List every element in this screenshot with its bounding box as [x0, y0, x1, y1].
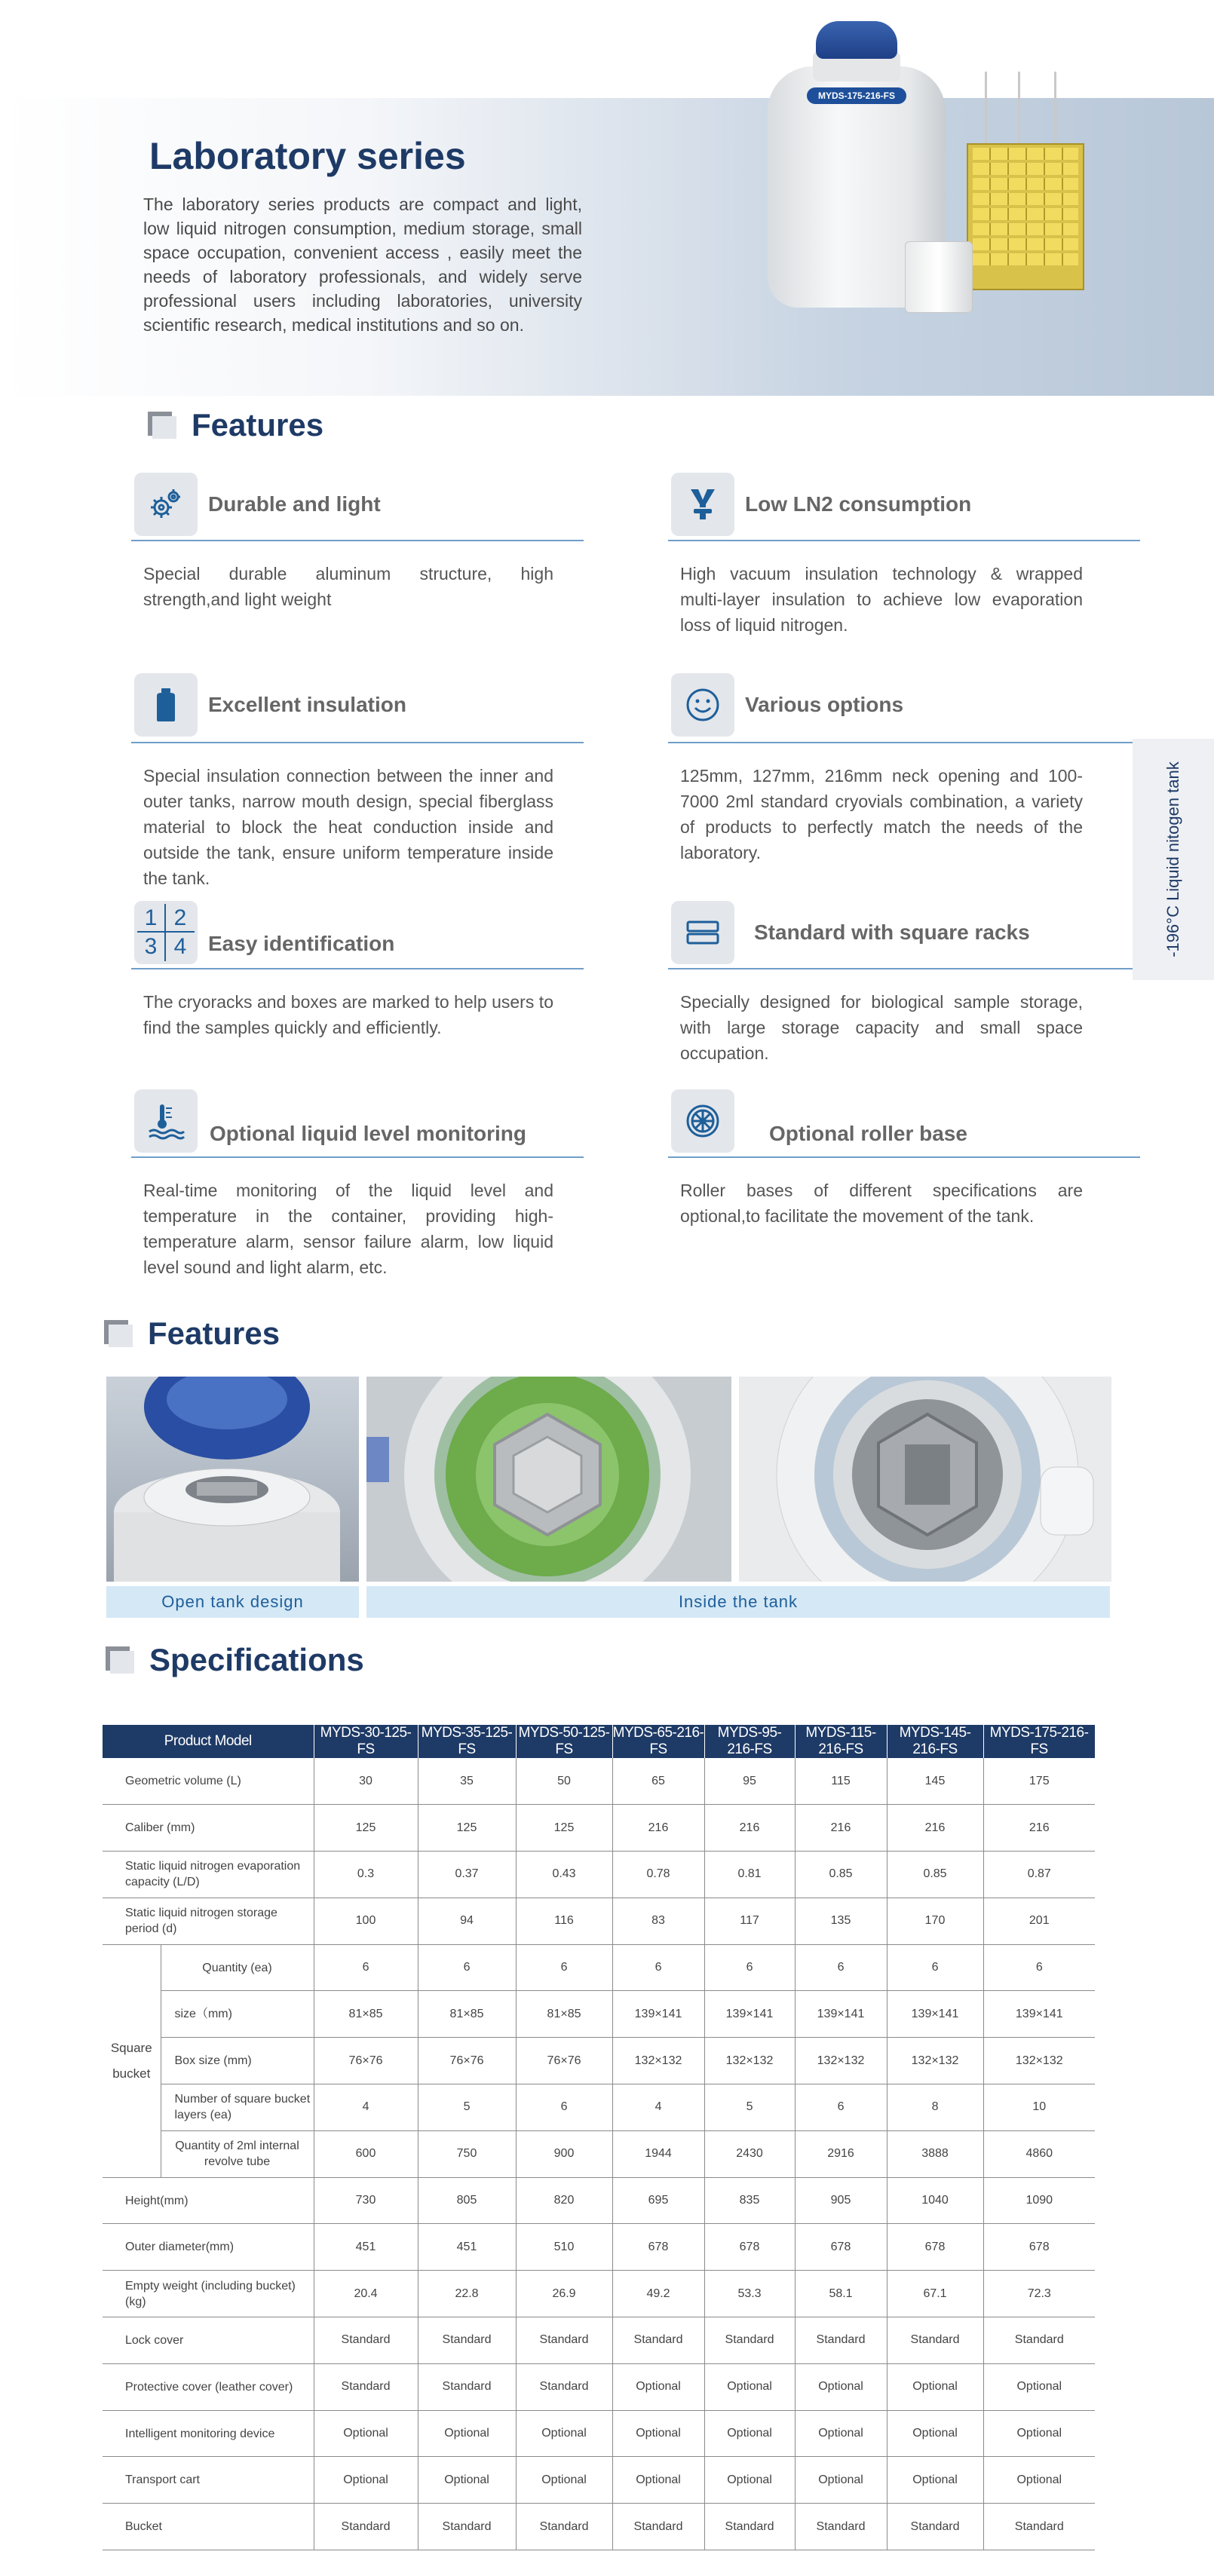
- table-cell: 0.87: [983, 1852, 1095, 1898]
- table-cell: 216: [983, 1805, 1095, 1852]
- table-cell: 132×132: [795, 2038, 887, 2084]
- side-tab[interactable]: [1133, 739, 1214, 980]
- table-cell: 216: [795, 1805, 887, 1852]
- table-cell: 83: [612, 1898, 704, 1944]
- table-cell: 115: [795, 1758, 887, 1805]
- table-cell: 678: [983, 2224, 1095, 2271]
- table-cell: 10: [983, 2084, 1095, 2131]
- inner-bucket-image: [905, 241, 973, 313]
- table-cell: Optional: [983, 2410, 1095, 2457]
- row-label: Static liquid nitrogen evaporation capacity (L/D): [103, 1852, 314, 1898]
- feature-level-monitoring: [131, 1086, 584, 1280]
- table-cell: 117: [704, 1898, 795, 1944]
- model-header: MYDS-35-125-FS: [418, 1725, 516, 1758]
- table-cell: 3888: [887, 2130, 983, 2177]
- feature-title: Standard with square racks: [754, 920, 1030, 944]
- table-cell: Optional: [983, 2457, 1095, 2504]
- table-cell: 49.2: [612, 2271, 704, 2317]
- feature-low-ln2: [668, 469, 1140, 638]
- table-cell: 53.3: [704, 2271, 795, 2317]
- table-cell: 695: [612, 2177, 704, 2224]
- feature-text: High vacuum insulation technology & wrapped multi-layer insulation to achieve low evaporation loss of liquid nitrogen.: [680, 564, 1083, 635]
- table-cell: 4: [612, 2084, 704, 2131]
- table-cell: 30: [314, 1758, 418, 1805]
- table-cell: 2916: [795, 2130, 887, 2177]
- row-label: Geometric volume (L): [103, 1758, 314, 1805]
- table-cell: 139×141: [887, 1991, 983, 2038]
- specs-header: [106, 1642, 364, 1678]
- feature-text: Roller bases of different specifications are optional,to facilitate the movement of the tank.: [680, 1181, 1083, 1226]
- table-cell: 451: [418, 2224, 516, 2271]
- table-cell: 0.81: [704, 1852, 795, 1898]
- table-cell: 820: [516, 2177, 612, 2224]
- feature-text: Special durable aluminum structure, high strength,and light weight: [143, 564, 553, 609]
- table-cell: Optional: [887, 2410, 983, 2457]
- table-cell: Standard: [418, 2504, 516, 2550]
- table-cell: 139×141: [795, 1991, 887, 2038]
- table-cell: Standard: [612, 2317, 704, 2364]
- feature-title: Excellent insulation: [208, 693, 406, 716]
- photos-header: [104, 1316, 280, 1352]
- row-label: Intelligent monitoring device: [103, 2410, 314, 2457]
- caption-inside-tank: Inside the tank: [366, 1586, 1110, 1618]
- table-cell: 6: [795, 1944, 887, 1991]
- feature-title: Optional liquid level monitoring: [210, 1122, 526, 1145]
- table-cell: Standard: [704, 2317, 795, 2364]
- table-cell: Standard: [795, 2317, 887, 2364]
- table-cell: 125: [418, 1805, 516, 1852]
- table-cell: Standard: [887, 2317, 983, 2364]
- feature-text: Special insulation connection between the inner and outer tanks, narrow mouth design, special fiberglass material to block the heat conduction inside and outside the tank, ensure uniform temperature inside the tank.: [143, 766, 553, 888]
- thermometer-icon: [134, 1089, 198, 1153]
- inside-tank-photo-1: [366, 1377, 731, 1582]
- specs-title: Specifications: [149, 1642, 364, 1677]
- row-label: Empty weight (including bucket) (kg): [103, 2271, 314, 2317]
- table-cell: Standard: [704, 2504, 795, 2550]
- table-cell: Standard: [314, 2363, 418, 2410]
- table-header-row: [103, 1725, 1095, 1758]
- table-cell: 58.1: [795, 2271, 887, 2317]
- row-label: Number of square bucket layers (ea): [161, 2084, 314, 2131]
- table-cell: Optional: [795, 2410, 887, 2457]
- gears-icon: [134, 473, 198, 536]
- row-label: Static liquid nitrogen storage period (d): [103, 1898, 314, 1944]
- table-row: [103, 2177, 1095, 2224]
- table-cell: 20.4: [314, 2271, 418, 2317]
- table-cell: Optional: [704, 2363, 795, 2410]
- table-cell: 730: [314, 2177, 418, 2224]
- table-row: [103, 1944, 1095, 1991]
- feature-title: Various options: [745, 693, 904, 716]
- grid-number: 1: [137, 904, 166, 933]
- table-cell: Optional: [612, 2410, 704, 2457]
- table-cell: 6: [795, 2084, 887, 2131]
- feature-identification: [131, 897, 584, 1040]
- row-label: Quantity (ea): [161, 1944, 314, 1991]
- feature-text: 125mm, 127mm, 216mm neck opening and 100-7000 2ml standard cryovials combination, a variety of products to perfectly match the needs of the laboratory.: [680, 766, 1083, 862]
- table-row: [103, 2084, 1095, 2131]
- model-header: MYDS-115-216-FS: [795, 1725, 887, 1758]
- table-cell: Optional: [887, 2363, 983, 2410]
- table-row: [103, 1991, 1095, 2038]
- table-cell: 4860: [983, 2130, 1095, 2177]
- feature-title: Optional roller base: [769, 1122, 967, 1145]
- table-cell: 900: [516, 2130, 612, 2177]
- table-cell: 76×76: [516, 2038, 612, 2084]
- table-cell: 0.78: [612, 1852, 704, 1898]
- section-square-icon: [104, 1320, 133, 1347]
- table-row: [103, 2224, 1095, 2271]
- table-cell: 6: [612, 1944, 704, 1991]
- specifications-table: [103, 1725, 1096, 2550]
- table-cell: 6: [418, 1944, 516, 1991]
- table-cell: 451: [314, 2224, 418, 2271]
- row-label: Bucket: [103, 2504, 314, 2550]
- table-cell: 678: [795, 2224, 887, 2271]
- bottle-icon: [134, 673, 198, 737]
- row-label: Lock cover: [103, 2317, 314, 2364]
- table-cell: 0.85: [795, 1852, 887, 1898]
- feature-text: Real-time monitoring of the liquid level and temperature in the container, providing high-temperature alarm, sensor failure alarm, low liquid level sound and light alarm, etc.: [143, 1181, 553, 1277]
- grid-number: 3: [137, 933, 166, 961]
- table-cell: Optional: [704, 2457, 795, 2504]
- tank-model-label: MYDS-175-216-FS: [807, 87, 906, 104]
- feature-title: Easy identification: [208, 932, 395, 955]
- grid-number: 4: [173, 934, 187, 959]
- features-title: Features: [192, 407, 324, 443]
- table-cell: Optional: [887, 2457, 983, 2504]
- table-cell: 132×132: [887, 2038, 983, 2084]
- table-cell: 805: [418, 2177, 516, 2224]
- wheel-icon: [671, 1089, 734, 1153]
- table-cell: 1040: [887, 2177, 983, 2224]
- table-cell: 76×76: [314, 2038, 418, 2084]
- table-cell: 4: [314, 2084, 418, 2131]
- table-cell: 216: [612, 1805, 704, 1852]
- table-row: [103, 2038, 1095, 2084]
- table-cell: 139×141: [612, 1991, 704, 2038]
- inside-tank-photo-2: [739, 1377, 1111, 1582]
- row-label: Transport cart: [103, 2457, 314, 2504]
- table-row: [103, 2504, 1095, 2550]
- table-cell: 76×76: [418, 2038, 516, 2084]
- table-cell: 600: [314, 2130, 418, 2177]
- table-cell: 125: [314, 1805, 418, 1852]
- table-cell: 678: [887, 2224, 983, 2271]
- table-cell: 6: [887, 1944, 983, 1991]
- table-cell: 1090: [983, 2177, 1095, 2224]
- table-cell: Standard: [516, 2504, 612, 2550]
- table-cell: 6: [704, 1944, 795, 1991]
- smiley-icon: [671, 673, 734, 737]
- feature-text: The cryoracks and boxes are marked to help users to find the samples quickly and efficiently.: [143, 992, 553, 1037]
- hero-description: The laboratory series products are compact and light, low liquid nitrogen consumption, medium storage, small space occupation, convenient access , easily meet the needs of laboratory professionals, and widely serve professional users including laboratories, university scientific research, medical institutions and so on.: [143, 195, 582, 335]
- table-cell: 201: [983, 1898, 1095, 1944]
- table-cell: 81×85: [516, 1991, 612, 2038]
- table-row: [103, 1758, 1095, 1805]
- table-cell: 132×132: [612, 2038, 704, 2084]
- table-cell: 125: [516, 1805, 612, 1852]
- table-cell: 6: [983, 1944, 1095, 1991]
- table-cell: 2430: [704, 2130, 795, 2177]
- header-product-model: Product Model: [103, 1725, 314, 1758]
- table-cell: Optional: [314, 2457, 418, 2504]
- table-row: [103, 2317, 1095, 2364]
- photos-title: Features: [148, 1316, 281, 1351]
- table-cell: Standard: [983, 2504, 1095, 2550]
- model-header: MYDS-65-216-FS: [612, 1725, 704, 1757]
- row-label: Protective cover (leather cover): [103, 2363, 314, 2410]
- table-cell: 72.3: [983, 2271, 1095, 2317]
- table-cell: Optional: [612, 2363, 704, 2410]
- feature-title: Durable and light: [208, 492, 381, 516]
- table-cell: 139×141: [704, 1991, 795, 2038]
- feature-various-options: [668, 668, 1140, 865]
- table-cell: Standard: [314, 2317, 418, 2364]
- feature-title: Low LN2 consumption: [745, 492, 972, 516]
- table-cell: 6: [314, 1944, 418, 1991]
- feature-roller-base: [668, 1086, 1140, 1229]
- table-cell: 135: [795, 1898, 887, 1944]
- table-cell: 216: [704, 1805, 795, 1852]
- table-cell: Optional: [612, 2457, 704, 2504]
- table-cell: 35: [418, 1758, 516, 1805]
- table-cell: 100: [314, 1898, 418, 1944]
- table-cell: 5: [704, 2084, 795, 2131]
- table-cell: 678: [704, 2224, 795, 2271]
- feature-text: Specially designed for biological sample storage, with large storage capacity and small space occupation.: [680, 992, 1083, 1063]
- table-cell: 6: [516, 2084, 612, 2131]
- table-cell: 835: [704, 2177, 795, 2224]
- table-cell: Standard: [612, 2504, 704, 2550]
- table-cell: 145: [887, 1758, 983, 1805]
- table-cell: Standard: [516, 2363, 612, 2410]
- table-cell: 1944: [612, 2130, 704, 2177]
- table-cell: 132×132: [704, 2038, 795, 2084]
- cryo-rack-image: [967, 143, 1084, 290]
- table-cell: 6: [516, 1944, 612, 1991]
- caption-open-tank: Open tank design: [106, 1586, 359, 1618]
- row-label: size（mm): [161, 1991, 314, 2038]
- table-cell: Optional: [795, 2363, 887, 2410]
- grid-number: 2: [166, 904, 195, 933]
- table-cell: 905: [795, 2177, 887, 2224]
- table-cell: 94: [418, 1898, 516, 1944]
- hero-title: Laboratory series: [149, 135, 466, 177]
- table-row: [103, 2457, 1095, 2504]
- group-label-square-bucket: Square bucket: [103, 1944, 161, 2177]
- table-cell: Optional: [983, 2363, 1095, 2410]
- row-label: Box size (mm): [161, 2038, 314, 2084]
- square-rack-icon: [671, 901, 734, 964]
- table-cell: Standard: [887, 2504, 983, 2550]
- table-cell: 750: [418, 2130, 516, 2177]
- features-header: [148, 407, 323, 443]
- table-cell: Standard: [983, 2317, 1095, 2364]
- section-square-icon: [106, 1646, 134, 1674]
- table-cell: 0.3: [314, 1852, 418, 1898]
- feature-durable: [131, 469, 584, 612]
- row-label: Quantity of 2ml internal revolve tube: [161, 2130, 314, 2177]
- table-cell: 139×141: [983, 1991, 1095, 2038]
- table-cell: 5: [418, 2084, 516, 2131]
- table-cell: 170: [887, 1898, 983, 1944]
- table-cell: Optional: [516, 2410, 612, 2457]
- feature-insulation: [131, 668, 584, 891]
- table-cell: Optional: [516, 2457, 612, 2504]
- table-cell: 0.85: [887, 1852, 983, 1898]
- table-row: [103, 2410, 1095, 2457]
- table-cell: Standard: [418, 2317, 516, 2364]
- number-grid-icon: [134, 901, 198, 964]
- table-cell: 81×85: [418, 1991, 516, 2038]
- table-cell: 0.43: [516, 1852, 612, 1898]
- table-cell: 678: [612, 2224, 704, 2271]
- table-row: [103, 2271, 1095, 2317]
- model-header: MYDS-175-216-FS: [983, 1725, 1095, 1758]
- table-row: [103, 2363, 1095, 2410]
- table-cell: Optional: [704, 2410, 795, 2457]
- open-tank-photo: [106, 1377, 359, 1582]
- table-row: [103, 1852, 1095, 1898]
- table-row: [103, 1805, 1095, 1852]
- funnel-icon: [671, 473, 734, 536]
- row-label: Height(mm): [103, 2177, 314, 2224]
- table-cell: 116: [516, 1898, 612, 1944]
- model-header: MYDS-145-216-FS: [887, 1725, 983, 1758]
- table-cell: Optional: [795, 2457, 887, 2504]
- row-label: Outer diameter(mm): [103, 2224, 314, 2271]
- side-tab-label: -196°C Liquid nitogen tank: [1163, 761, 1182, 957]
- table-cell: Standard: [795, 2504, 887, 2550]
- table-cell: 132×132: [983, 2038, 1095, 2084]
- table-row: [103, 2130, 1095, 2177]
- table-cell: 175: [983, 1758, 1095, 1805]
- table-cell: 81×85: [314, 1991, 418, 2038]
- feature-square-racks: [668, 897, 1140, 1066]
- table-cell: 0.37: [418, 1852, 516, 1898]
- hero-banner: [0, 0, 1214, 396]
- table-cell: Optional: [314, 2410, 418, 2457]
- table-cell: Optional: [418, 2410, 516, 2457]
- table-cell: 510: [516, 2224, 612, 2271]
- table-row: [103, 1898, 1095, 1944]
- table-cell: 216: [887, 1805, 983, 1852]
- row-label: Caliber (mm): [103, 1805, 314, 1852]
- table-cell: Standard: [516, 2317, 612, 2364]
- model-header: MYDS-30-125-FS: [314, 1725, 418, 1758]
- table-cell: 8: [887, 2084, 983, 2131]
- table-cell: Optional: [418, 2457, 516, 2504]
- table-cell: 95: [704, 1758, 795, 1805]
- table-cell: 50: [516, 1758, 612, 1805]
- model-header: MYDS-50-125-FS: [516, 1725, 612, 1758]
- table-cell: 22.8: [418, 2271, 516, 2317]
- table-cell: Standard: [418, 2363, 516, 2410]
- table-cell: 67.1: [887, 2271, 983, 2317]
- model-header: MYDS-95-216-FS: [704, 1725, 795, 1758]
- table-cell: 26.9: [516, 2271, 612, 2317]
- table-cell: Standard: [314, 2504, 418, 2550]
- section-square-icon: [148, 412, 176, 439]
- table-cell: 65: [612, 1758, 704, 1805]
